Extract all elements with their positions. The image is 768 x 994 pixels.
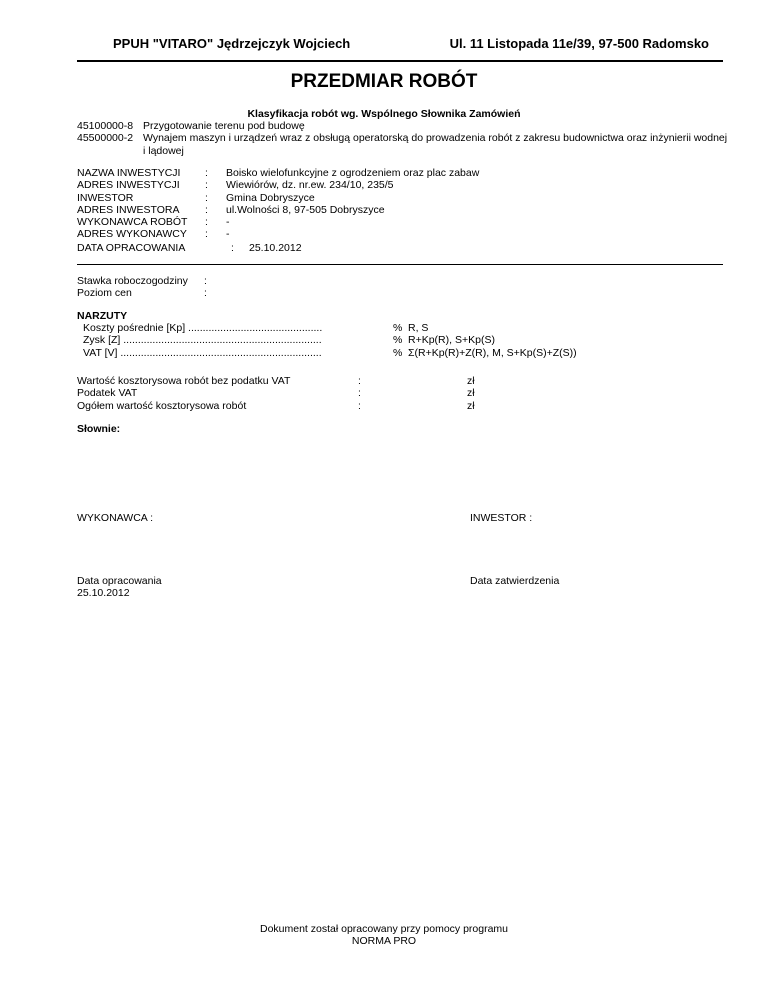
colon: : bbox=[358, 375, 361, 387]
value-currencies bbox=[467, 375, 475, 412]
rates-colons bbox=[204, 275, 207, 300]
surcharge-basis-profit: R+Kp(R), S+Kp(S) bbox=[408, 334, 495, 347]
colon: : bbox=[205, 203, 208, 216]
investment-values bbox=[226, 167, 479, 241]
label-investment-name: NAZWA INWESTYCJI bbox=[77, 167, 181, 179]
label-total-value: Ogółem wartość kosztorysowa robót bbox=[77, 399, 247, 412]
classification-heading: Klasyfikacja robót wg. Wspólnego Słownika Zamówień bbox=[247, 108, 521, 120]
label-contractor-address: ADRES WYKONAWCY bbox=[77, 228, 187, 241]
value-investor-address: ul.Wolności 8, 97-505 Dobryszyce bbox=[226, 203, 385, 216]
investment-labels bbox=[77, 167, 187, 241]
label-contractor: WYKONAWCA ROBÓT bbox=[77, 216, 188, 229]
value-investment-address: Wiewiórów, dz. nr.ew. 234/10, 235/5 bbox=[226, 179, 394, 192]
surcharge-unit: % bbox=[393, 334, 403, 347]
colon: : bbox=[204, 287, 207, 300]
value-contractor: - bbox=[226, 216, 230, 229]
currency-total: zł bbox=[467, 399, 475, 412]
colon: : bbox=[205, 179, 208, 192]
document-title: PRZEDMIAR ROBÓT bbox=[290, 71, 478, 92]
colon: : bbox=[205, 216, 208, 229]
section-divider bbox=[77, 264, 723, 265]
classification-code-1: 45100000-8 bbox=[77, 120, 134, 132]
label-vat-tax: Podatek VAT bbox=[77, 387, 138, 400]
label-hourly-rate: Stawka roboczogodziny bbox=[77, 275, 188, 287]
label-investment-address: ADRES INWESTYCJI bbox=[77, 179, 180, 192]
in-words-label: Słownie: bbox=[77, 423, 121, 435]
surcharge-label-profit: Zysk [Z] .................................................................... bbox=[83, 334, 322, 347]
value-investor: Gmina Dobryszyce bbox=[226, 191, 315, 204]
classification-code-2: 45500000-2 bbox=[77, 132, 134, 144]
surcharges-labels bbox=[83, 322, 322, 359]
label-investor: INWESTOR bbox=[77, 191, 134, 204]
colon: : bbox=[205, 167, 208, 179]
colon: : bbox=[204, 275, 207, 287]
footer-line-1: Dokument został opracowany przy pomocy programu bbox=[259, 923, 509, 935]
colon: : bbox=[231, 242, 234, 254]
colon: : bbox=[358, 399, 361, 412]
header-divider bbox=[77, 60, 723, 62]
colon: : bbox=[205, 191, 208, 204]
approval-date-label: Data zatwierdzenia bbox=[470, 575, 560, 587]
colon: : bbox=[205, 228, 208, 241]
company-address: Ul. 11 Listopada 11e/39, 97-500 Radomsko bbox=[449, 36, 709, 51]
rates-labels bbox=[77, 275, 188, 300]
currency-vat: zł bbox=[467, 387, 475, 400]
value-preparation-date: 25.10.2012 bbox=[249, 242, 302, 254]
surcharge-unit: % bbox=[393, 322, 403, 334]
investor-signature-label: INWESTOR : bbox=[470, 512, 533, 524]
company-name: PPUH "VITARO" Jędrzejczyk Wojciech bbox=[113, 36, 351, 51]
value-labels bbox=[77, 375, 290, 412]
label-net-value: Wartość kosztorysowa robót bez podatku VAT bbox=[77, 375, 291, 387]
label-price-level: Poziom cen bbox=[77, 287, 132, 300]
currency-net: zł bbox=[467, 375, 475, 387]
surcharge-unit: % bbox=[393, 346, 403, 359]
investment-colons bbox=[205, 167, 208, 241]
surcharges-units bbox=[393, 322, 402, 359]
value-colons bbox=[358, 375, 361, 412]
label-preparation-date: DATA OPRACOWANIA bbox=[77, 242, 186, 254]
surcharge-basis-vat: Σ(R+Kp(R)+Z(R), M, S+Kp(S)+Z(S)) bbox=[408, 346, 577, 359]
value-investment-name: Boisko wielofunkcyjne z ogrodzeniem oraz plac zabaw bbox=[226, 167, 480, 179]
label-investor-address: ADRES INWESTORA bbox=[77, 203, 180, 216]
classification-text-1: Przygotowanie terenu pod budowę bbox=[143, 120, 305, 132]
surcharges-heading: NARZUTY bbox=[77, 310, 128, 322]
classification-text-2: Wynajem maszyn i urządzeń wraz z obsługą operatorską do prowadzenia robót z zakresu budownictwa oraz inżynierii wodnej i lądowej bbox=[143, 132, 728, 157]
prepared-date-label: Data opracowania bbox=[77, 575, 162, 587]
value-contractor-address: - bbox=[226, 228, 230, 241]
prepared-date-value: 25.10.2012 bbox=[77, 587, 130, 599]
contractor-signature-label: WYKONAWCA : bbox=[77, 512, 154, 524]
surcharge-label-indirect: Koszty pośrednie [Kp] .............................................. bbox=[83, 322, 323, 334]
colon: : bbox=[358, 387, 361, 400]
surcharge-label-vat: VAT [V] ..................................................................... bbox=[83, 346, 322, 359]
surcharge-basis-indirect: R, S bbox=[408, 322, 429, 334]
surcharges-basis bbox=[408, 322, 577, 359]
footer-line-2: NORMA PRO bbox=[351, 935, 417, 947]
